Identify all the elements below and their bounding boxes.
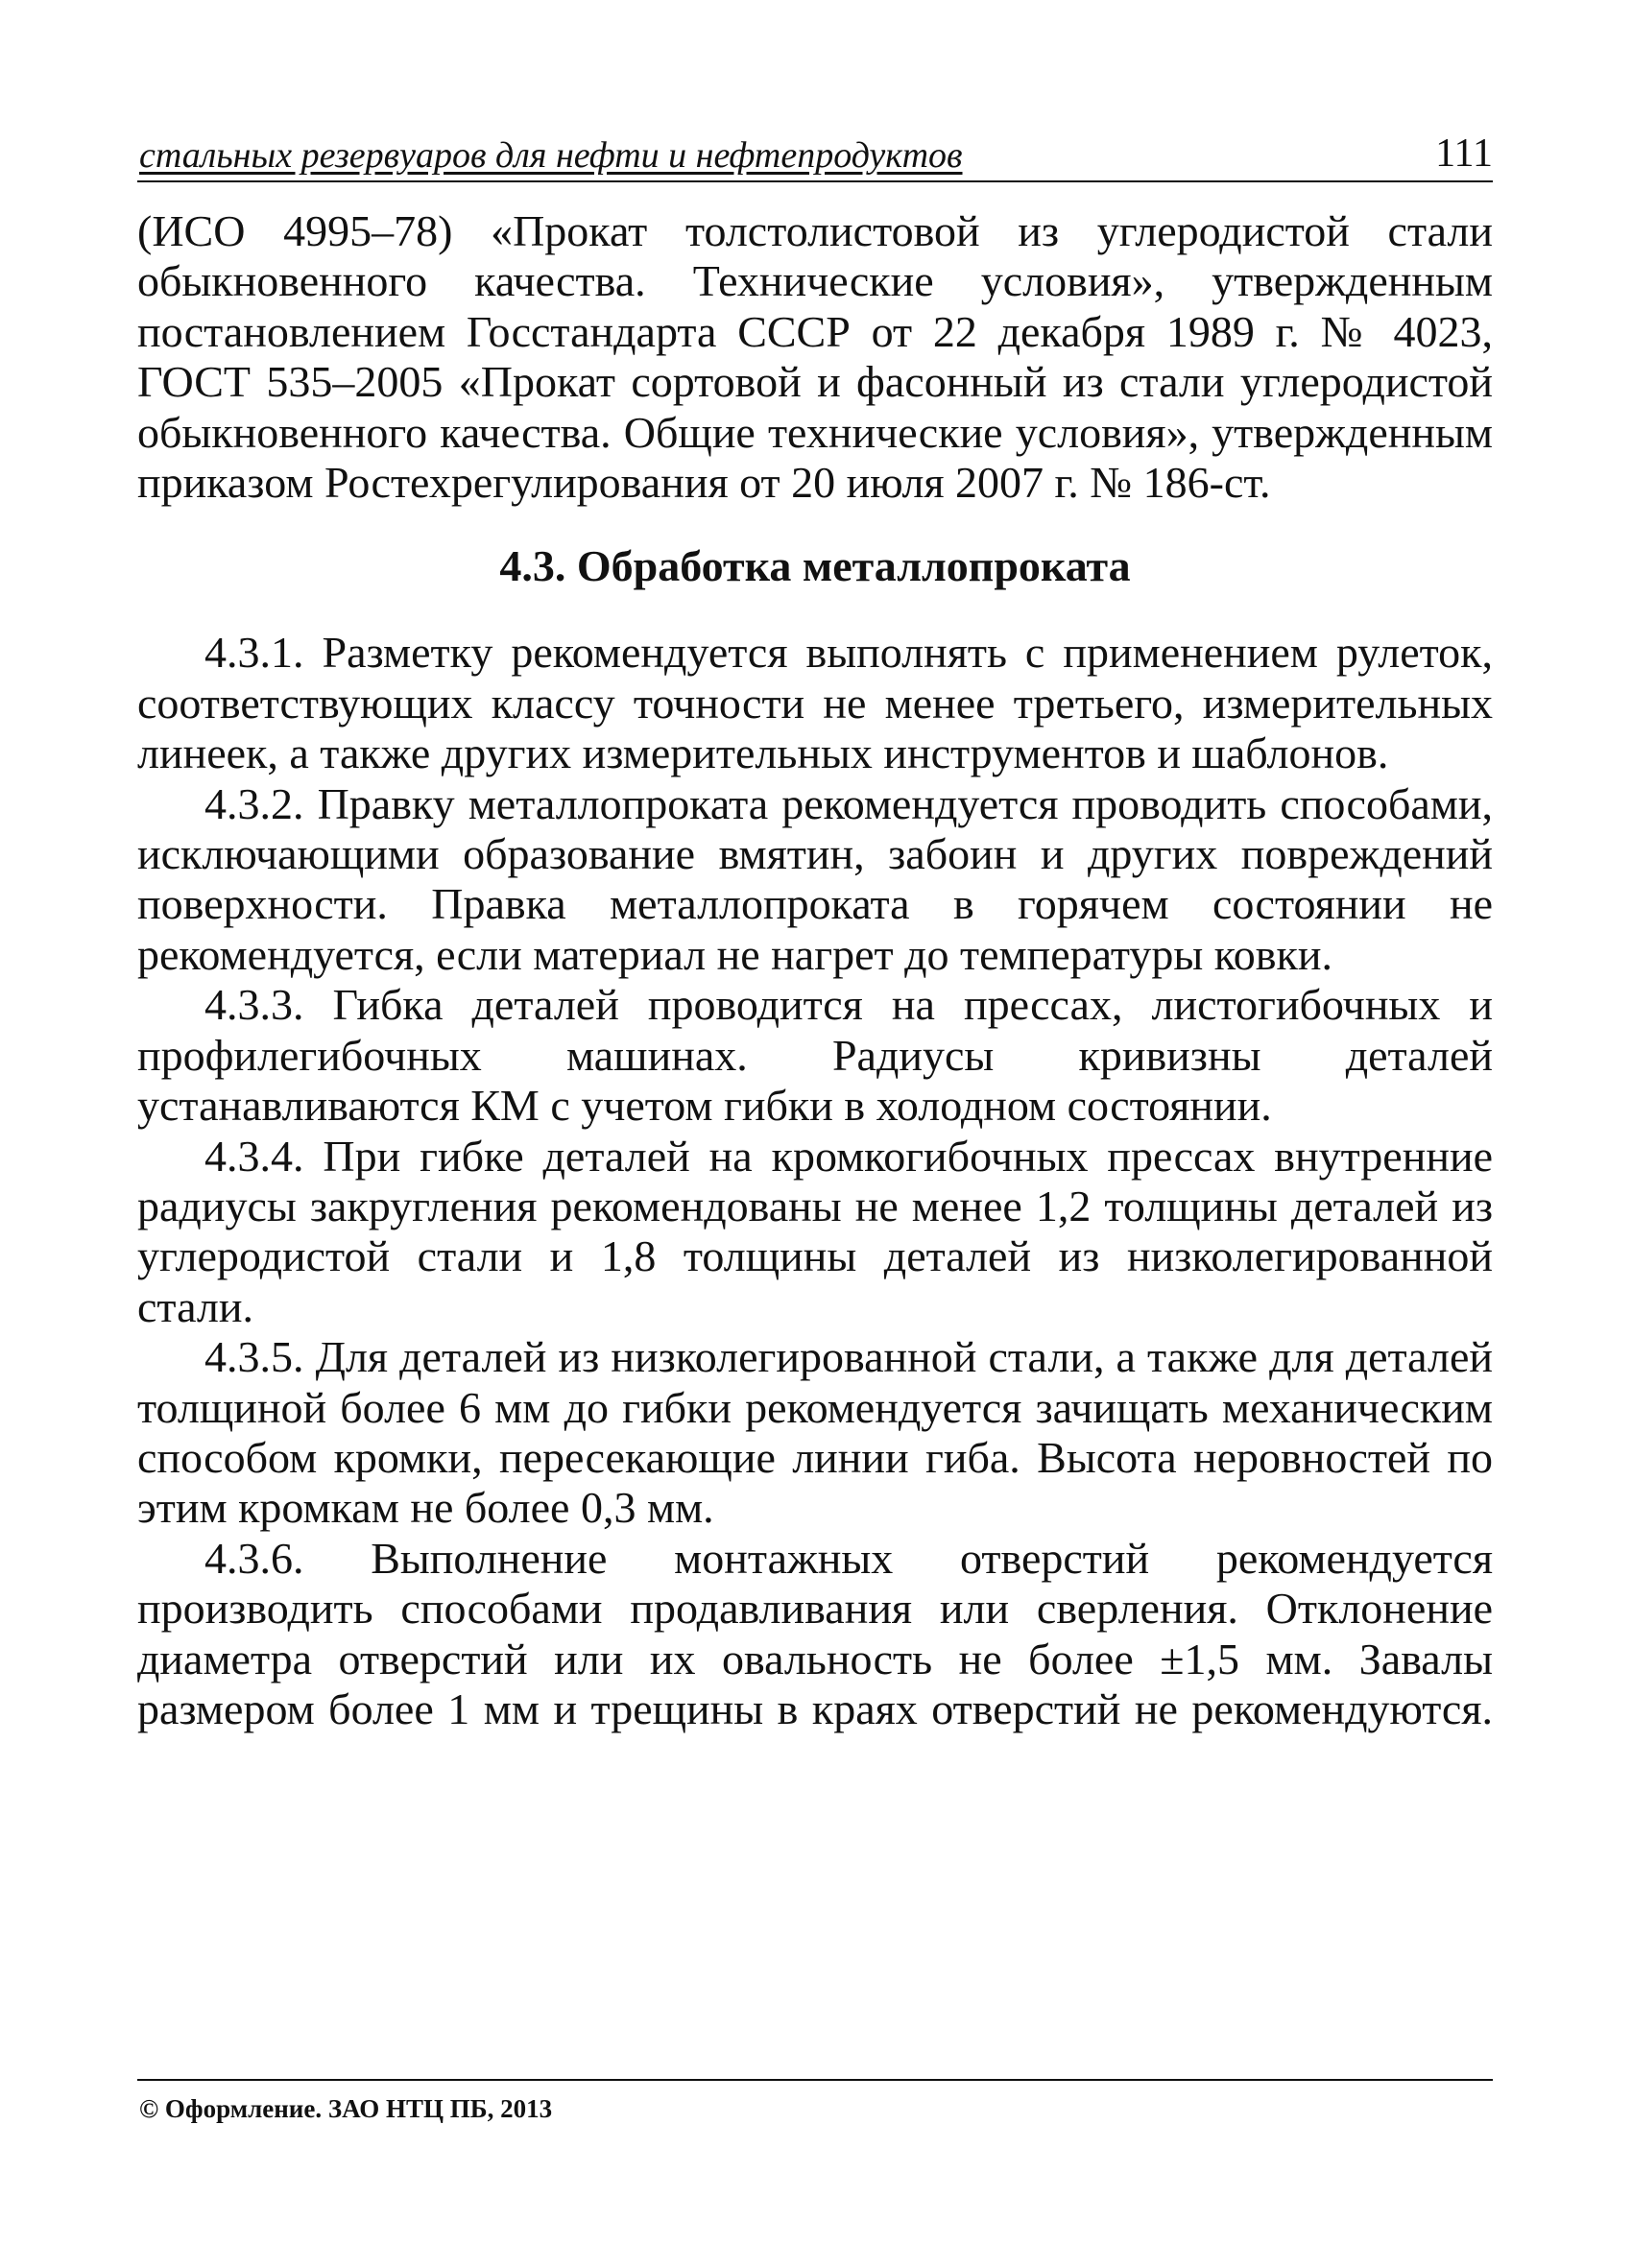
paragraph-4-3-1: 4.3.1. Разметку рекомендуется выполнять с применением рулеток, соответствующих классу точности не менее третьего, измерительных линеек, а также других измерительных инструментов и шаблонов.: [137, 628, 1493, 778]
document-body: [137, 206, 1493, 1734]
footer-divider: [137, 2079, 1493, 2081]
paragraph-4-3-2: 4.3.2. Правку металлопроката рекомендуется проводить способами, исключающими образование вмятин, забоин и других повреждений поверхности. Правка металлопроката в горячем состоянии не рекомендуется, если материал не нагрет до температуры ковки.: [137, 778, 1493, 979]
page-number: 111: [1435, 131, 1493, 176]
document-page: [137, 125, 1493, 2140]
running-header: [137, 125, 1493, 182]
paragraph-4-3-3: 4.3.3. Гибка деталей проводится на прессах, листогибочных и профилегибочных машинах. Радиусы кривизны деталей устанавливаются КМ с учетом гибки в холодном состоянии.: [137, 980, 1493, 1131]
paragraph-4-3-6: 4.3.6. Выполнение монтажных отверстий рекомендуется производить способами продавливания или сверления. Отклонение диаметра отверстий или их овальность не более ±1,5 мм. Завалы размером более 1 мм и трещины в краях отверстий не рекомендуются.: [137, 1533, 1493, 1733]
copyright-footer: © Оформление. ЗАО НТЦ ПБ, 2013: [139, 2094, 553, 2123]
intro-paragraph: (ИСО 4995–78) «Прокат толстолистовой из углеродистой стали обыкновенного качества. Технические условия», утвержденным постановлением Госстандарта СССР от 22 декабря 1989 г. № 4023, ГОСТ 535–2005 «Прокат сортовой и фасонный из стали углеродистой обыкновенного качества. Общие технические условия», утвержденным приказом Ростехрегулирования от 20 июля 2007 г. № 186-ст.: [137, 206, 1493, 508]
section-heading: 4.3. Обработка металлопроката: [499, 541, 1131, 591]
paragraph-4-3-5: 4.3.5. Для деталей из низколегированной стали, а также для деталей толщиной более 6 мм до гибки рекомендуется зачищать механическим способом кромки, пересекающие линии гиба. Высота неровностей по этим кромкам не более 0,3 мм.: [137, 1332, 1493, 1533]
running-header-title: стальных резервуаров для нефти и нефтепродуктов: [139, 135, 963, 176]
paragraph-4-3-4: 4.3.4. При гибке деталей на кромкогибочных прессах внутренние радиусы закругления рекомендованы не менее 1,2 толщины деталей из углеродистой стали и 1,8 толщины деталей из низколегированной стали.: [137, 1131, 1493, 1331]
